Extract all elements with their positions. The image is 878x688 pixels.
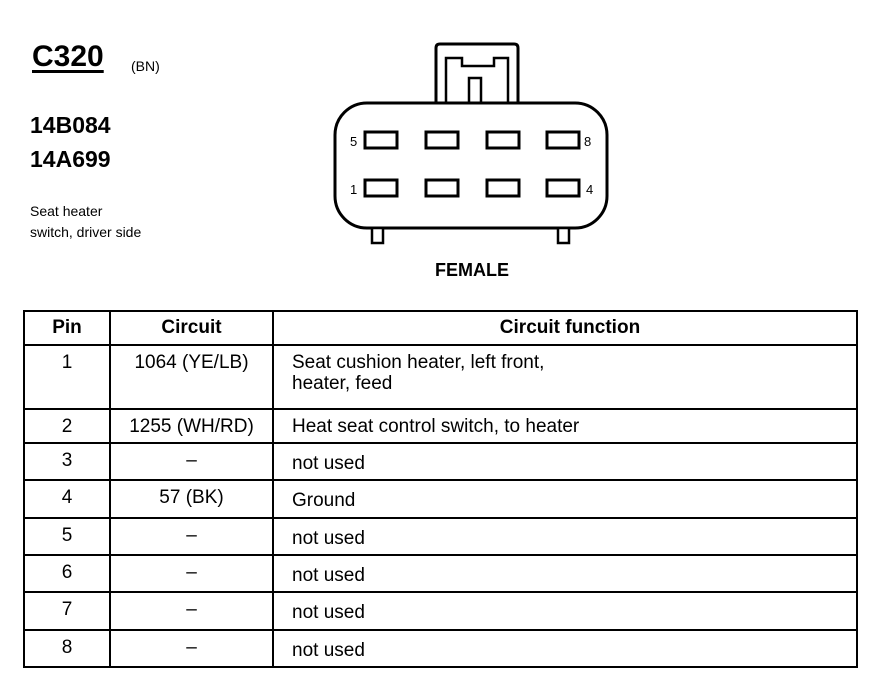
table-row xyxy=(24,345,857,409)
cell-function-line: heater, feed xyxy=(292,373,393,394)
pin-label-8: 8 xyxy=(584,134,592,149)
pin-cavity-1 xyxy=(365,180,397,196)
table-row xyxy=(24,443,857,480)
cell-pin: 1 xyxy=(24,345,110,409)
cell-function: not used xyxy=(273,443,857,480)
pin-cavity-2 xyxy=(426,180,458,196)
cell-pin: 6 xyxy=(24,555,110,592)
cell-pin: 5 xyxy=(24,518,110,555)
connector-description-line-2: switch, driver side xyxy=(30,224,142,240)
pin-label-1: 1 xyxy=(350,182,358,197)
pin-cavity-3 xyxy=(487,180,519,196)
header-circuit-function: Circuit function xyxy=(273,311,857,345)
cell-pin: 2 xyxy=(24,409,110,443)
table-row xyxy=(24,555,857,592)
cell-circuit: – xyxy=(110,592,273,629)
cell-pin: 8 xyxy=(24,630,110,667)
header-pin: Pin xyxy=(24,311,110,345)
pin-cavity-7 xyxy=(487,132,519,148)
cell-circuit: – xyxy=(110,630,273,667)
table-row xyxy=(24,480,857,517)
table-row xyxy=(24,409,857,443)
connector-foot-left xyxy=(372,228,383,243)
table-row xyxy=(24,592,857,629)
cell-function: Heat seat control switch, to heater xyxy=(273,409,857,443)
connector-foot-right xyxy=(558,228,569,243)
cell-function: not used xyxy=(273,555,857,592)
connector-face-diagram xyxy=(0,0,878,300)
part-number-1: 14B084 xyxy=(30,112,111,138)
connector-latch xyxy=(436,44,518,104)
cell-function: not used xyxy=(273,592,857,629)
cell-circuit: – xyxy=(110,443,273,480)
cell-circuit: 1064 (YE/LB) xyxy=(110,345,273,409)
cell-circuit: – xyxy=(110,518,273,555)
cell-circuit: – xyxy=(110,555,273,592)
cell-function: not used xyxy=(273,518,857,555)
cell-circuit: 57 (BK) xyxy=(110,480,273,517)
pin-cavity-4 xyxy=(547,180,579,196)
pin-circuit-table xyxy=(23,310,858,668)
connector-description-line-1: Seat heater xyxy=(30,203,103,219)
cell-function xyxy=(273,345,857,409)
connector-id: C320 xyxy=(32,40,104,73)
pin-label-4: 4 xyxy=(586,182,594,197)
pin-cavity-8 xyxy=(547,132,579,148)
pin-cavity-6 xyxy=(426,132,458,148)
connector-color-code: (BN) xyxy=(131,58,160,74)
cell-function: Ground xyxy=(273,480,857,517)
cell-pin: 4 xyxy=(24,480,110,517)
table-row xyxy=(24,630,857,667)
connector-body xyxy=(335,103,607,228)
pin-cavity-5 xyxy=(365,132,397,148)
part-number-2: 14A699 xyxy=(30,146,111,172)
cell-function-line: Seat cushion heater, left front, xyxy=(292,352,545,373)
cell-pin: 7 xyxy=(24,592,110,629)
cell-pin: 3 xyxy=(24,443,110,480)
table-header-row xyxy=(24,311,857,345)
connector-gender-label: FEMALE xyxy=(435,260,509,280)
header-circuit: Circuit xyxy=(110,311,273,345)
cell-function: not used xyxy=(273,630,857,667)
table-row xyxy=(24,518,857,555)
pin-label-5: 5 xyxy=(350,134,358,149)
cell-circuit: 1255 (WH/RD) xyxy=(110,409,273,443)
